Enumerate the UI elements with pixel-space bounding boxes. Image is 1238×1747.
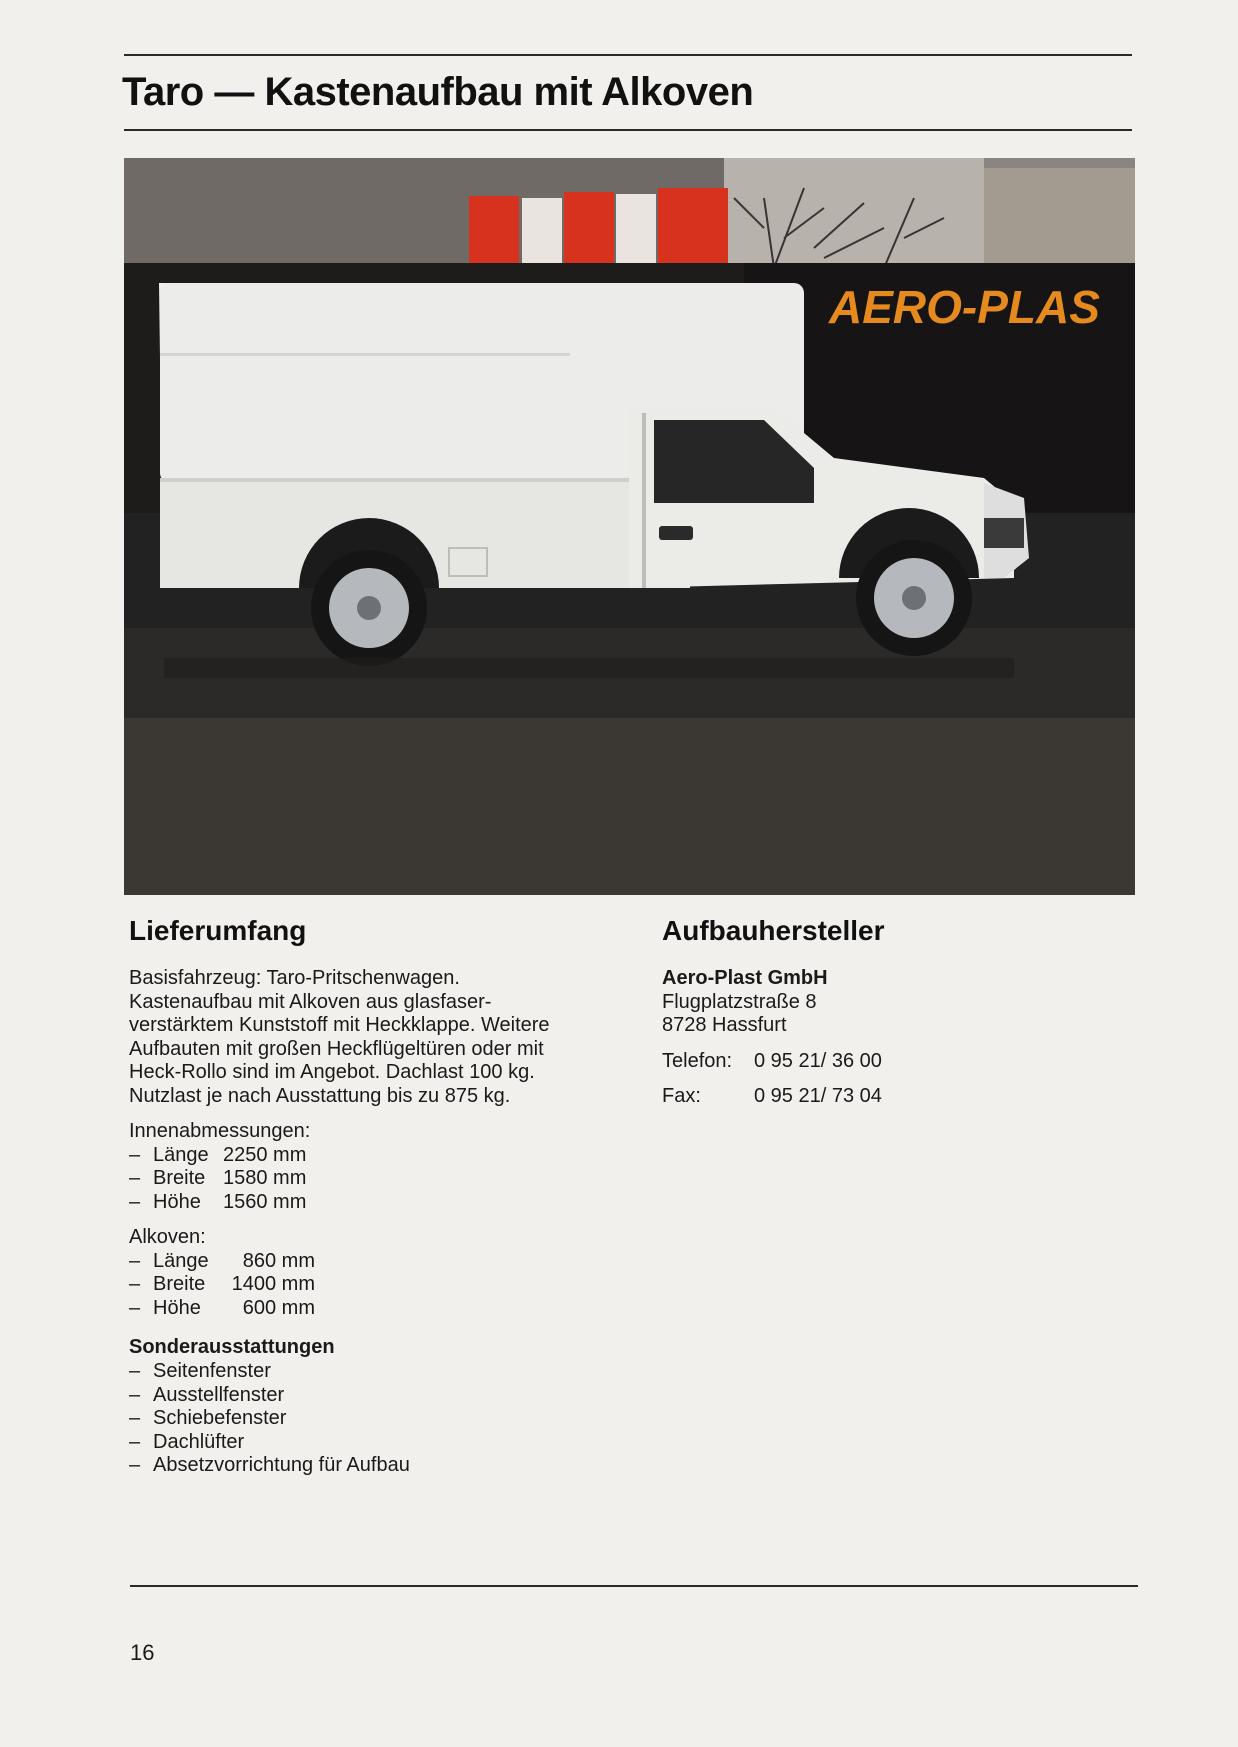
dimension-value: 2250 mm xyxy=(223,1143,307,1166)
lieferumfang-column xyxy=(129,915,599,1478)
sonderausstattungen-list xyxy=(129,1360,599,1478)
dimension-row xyxy=(129,1167,599,1191)
truck-photo xyxy=(124,158,1135,895)
dimension-value: 1400 mm xyxy=(231,1273,315,1295)
dimension-row xyxy=(129,1297,599,1321)
list-item xyxy=(129,1384,599,1408)
alkoven-dimensions xyxy=(129,1226,599,1320)
dimension-name: Breite xyxy=(153,1273,206,1295)
list-item xyxy=(129,1360,599,1384)
fax-number: 0 95 21/ 73 04 xyxy=(754,1085,882,1107)
dimension-name: Höhe xyxy=(153,1296,201,1319)
fax-label: Fax: xyxy=(662,1085,701,1107)
lieferumfang-heading: Lieferumfang xyxy=(129,915,307,946)
dash: – xyxy=(129,1454,141,1476)
dimension-name: Höhe xyxy=(153,1190,201,1213)
innen-label: Innenabmessungen: xyxy=(129,1120,311,1142)
dash: – xyxy=(129,1360,141,1382)
dimension-value: 860 mm xyxy=(242,1249,315,1272)
paragraph-line: verstärktem Kunststoff mit Heckklappe. Weitere xyxy=(129,1014,550,1036)
title-rule xyxy=(124,129,1132,131)
dimension-value: 600 mm xyxy=(242,1296,315,1319)
page-number: 16 xyxy=(130,1640,155,1665)
dimension-value: 1560 mm xyxy=(223,1190,307,1213)
list-item xyxy=(129,1407,599,1431)
company-name: Aero-Plast GmbH xyxy=(662,967,828,989)
dimension-name: Länge xyxy=(153,1143,209,1166)
footer-rule xyxy=(130,1585,1138,1587)
phone-row xyxy=(662,1050,1102,1074)
dash: – xyxy=(129,1249,141,1272)
city-address: 8728 Hassfurt xyxy=(662,1014,787,1036)
paragraph-line: Heck-Rollo sind im Angebot. Dachlast 100 kg. xyxy=(129,1061,535,1083)
paragraph-line: Kastenaufbau mit Alkoven aus glasfaser- xyxy=(129,990,492,1013)
dash: – xyxy=(129,1273,141,1295)
paragraph-line: Basisfahrzeug: Taro-Pritschenwagen. xyxy=(129,967,460,989)
list-item xyxy=(129,1431,599,1455)
list-item-text: Schiebefenster xyxy=(153,1407,287,1429)
dash: – xyxy=(129,1430,141,1453)
dimension-row xyxy=(129,1250,599,1274)
sonderausstattungen-heading: Sonderausstattungen xyxy=(129,1336,335,1358)
dash: – xyxy=(129,1383,141,1406)
phone-number: 0 95 21/ 36 00 xyxy=(754,1049,882,1072)
top-rule xyxy=(124,54,1132,56)
phone-label: Telefon: xyxy=(662,1049,733,1072)
fax-row xyxy=(662,1085,1102,1109)
list-item-text: Ausstellfenster xyxy=(153,1383,285,1406)
paragraph-line: Nutzlast je nach Ausstattung bis zu 875 kg. xyxy=(129,1084,511,1107)
sign-text: AERO-PLAS xyxy=(829,281,1100,333)
lieferumfang-paragraph xyxy=(129,967,599,1108)
dimension-value: 1580 mm xyxy=(223,1167,307,1189)
list-item-text: Absetzvorrichtung für Aufbau xyxy=(153,1454,410,1476)
paragraph-line: Aufbauten mit großen Heckflügeltüren oder mit xyxy=(129,1037,544,1060)
innenabmessungen xyxy=(129,1120,599,1214)
dimension-row xyxy=(129,1273,599,1297)
list-item-text: Seitenfenster xyxy=(153,1360,271,1382)
list-item xyxy=(129,1454,599,1478)
dimension-name: Breite xyxy=(153,1167,206,1189)
dash: – xyxy=(129,1296,141,1319)
dash: – xyxy=(129,1167,141,1189)
dash: – xyxy=(129,1407,141,1429)
aufbauhersteller-column xyxy=(662,915,1102,1109)
dimension-row xyxy=(129,1144,599,1168)
dash: – xyxy=(129,1143,141,1166)
alkoven-label: Alkoven: xyxy=(129,1226,206,1248)
dimension-name: Länge xyxy=(153,1249,209,1272)
street-address: Flugplatzstraße 8 xyxy=(662,990,817,1013)
aufbauhersteller-heading: Aufbauhersteller xyxy=(662,915,885,946)
dimension-row xyxy=(129,1191,599,1215)
list-item-text: Dachlüfter xyxy=(153,1430,245,1453)
dash: – xyxy=(129,1190,141,1213)
page-title: Taro — Kastenaufbau mit Alkoven xyxy=(122,70,754,114)
